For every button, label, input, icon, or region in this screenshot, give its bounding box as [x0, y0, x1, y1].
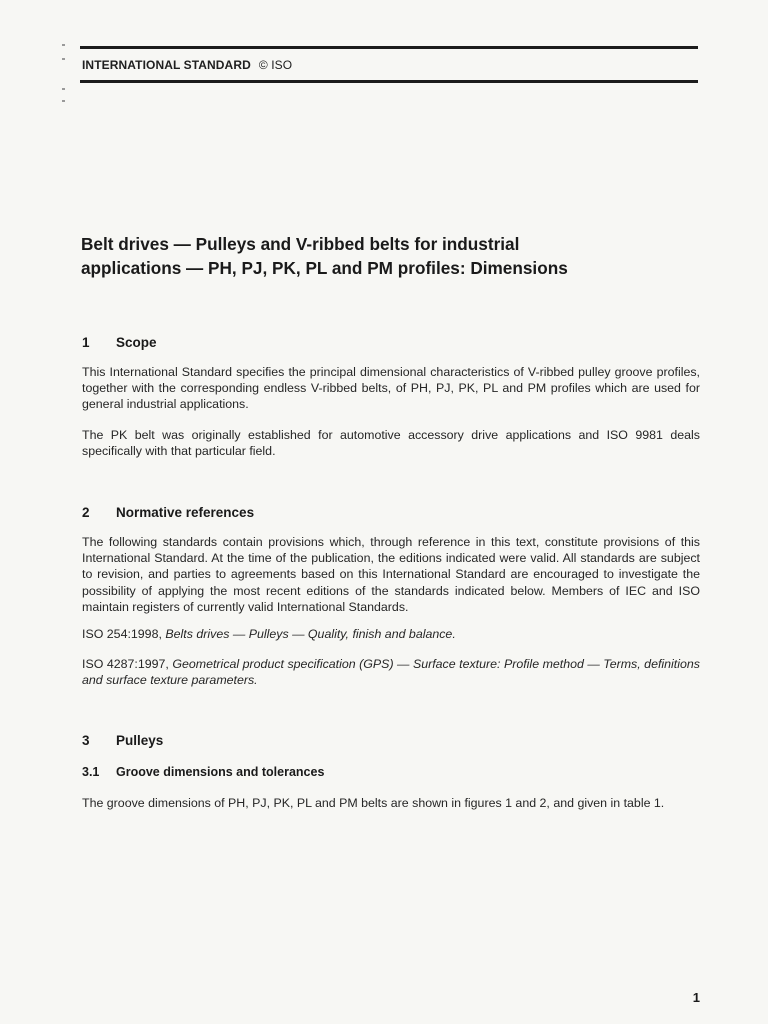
section-number: 3	[82, 733, 90, 748]
section-title: Scope	[116, 335, 157, 350]
header-bottom-rule	[80, 80, 698, 83]
section-heading-scope	[82, 335, 157, 350]
normative-paragraph-1: The following standards contain provisions which, through reference in this text, constitute provisions of this International Standard. At the time of the publication, the editions indicated were valid. All standards are subject to revision, and parties to agreements based on this International Standard are encouraged to investigate the possibility of applying the most recent editions of the standards indicated below. Members of IEC and ISO maintain registers of currently valid International Standards.	[82, 535, 700, 614]
reference-title: Geometrical product specification (GPS) — Surface texture: Profile method — Terms, definitions and surface texture parameters.	[82, 657, 700, 688]
pulleys-paragraph-1: The groove dimensions of PH, PJ, PK, PL and PM belts are shown in figures 1 and 2, and given in table 1.	[82, 796, 665, 810]
section-number: 1	[82, 335, 90, 350]
margin-mark	[62, 44, 65, 46]
document-title	[81, 232, 701, 280]
subsection-title: Groove dimensions and tolerances	[116, 765, 325, 779]
header-copyright: © ISO	[258, 58, 293, 72]
section-title: Normative references	[116, 505, 255, 520]
reference-code: ISO 4287:1997,	[82, 657, 169, 671]
section-heading-pulleys	[82, 733, 163, 748]
header-top-rule	[80, 46, 698, 49]
section-title: Pulleys	[116, 733, 164, 748]
reference-iso-4287	[82, 656, 700, 688]
page-number: 1	[692, 990, 700, 1005]
title-line-1: Belt drives — Pulleys and V-ribbed belts for industrial	[81, 234, 520, 254]
section-heading-normative-references	[82, 505, 254, 520]
reference-iso-254	[82, 626, 700, 642]
reference-code: ISO 254:1998,	[82, 627, 162, 641]
title-line-2: applications — PH, PJ, PK, PL and PM profiles: Dimensions	[81, 258, 568, 278]
section-number: 2	[82, 505, 90, 520]
document-header	[82, 58, 292, 72]
subsection-heading-groove-dimensions	[82, 765, 324, 779]
scope-paragraph-2: The PK belt was originally established for automotive accessory drive applications and ISO 9981 deals specifically with that particular field.	[82, 428, 700, 459]
margin-mark	[62, 100, 65, 102]
scope-paragraph-1: This International Standard specifies the principal dimensional characteristics of V-ribbed pulley groove profiles, together with the corresponding endless V-ribbed belts, of PH, PJ, PK, PL and PM profiles which are used for general industrial applications.	[82, 365, 700, 412]
header-label: INTERNATIONAL STANDARD	[82, 58, 251, 72]
reference-title: Belts drives — Pulleys — Quality, finish and balance.	[165, 627, 456, 641]
subsection-number: 3.1	[82, 765, 100, 779]
margin-mark	[62, 88, 65, 90]
margin-mark	[62, 58, 65, 60]
